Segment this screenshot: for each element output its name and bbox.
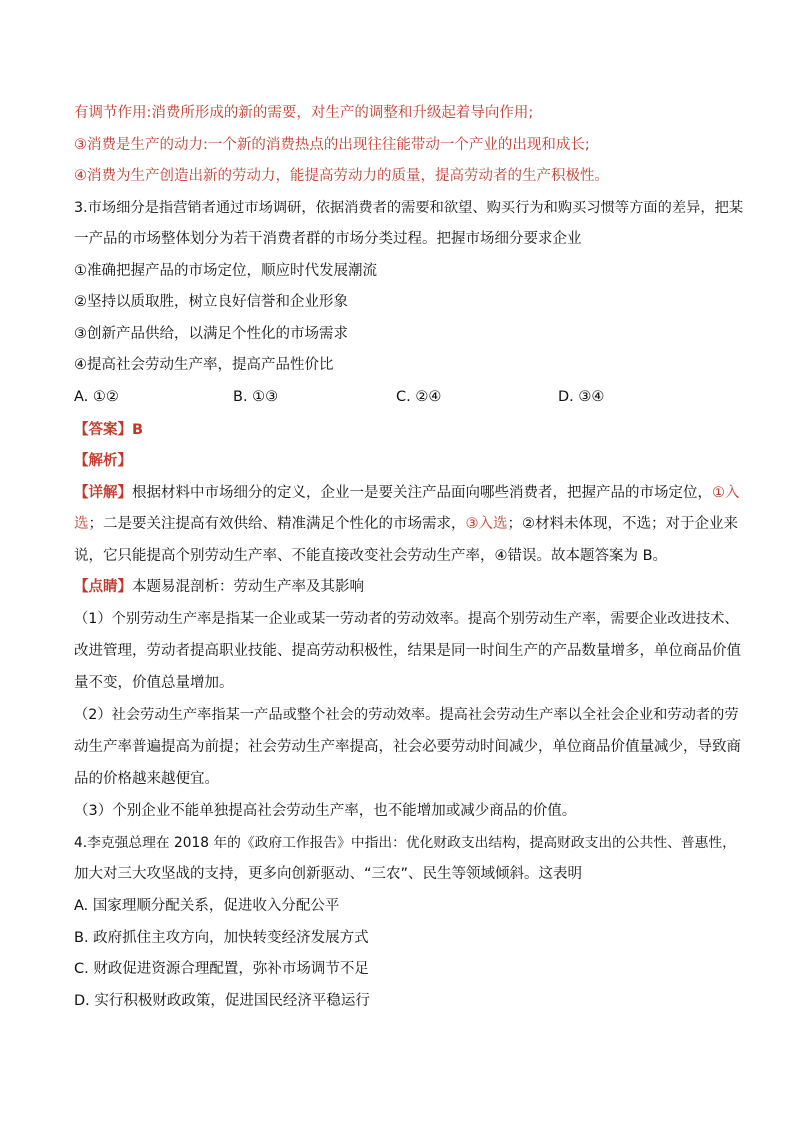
q3-detail-line-3: 说，它只能提高个别劳动生产率、不能直接改变社会劳动生产率，④错误。故本题答案为 B。 — [74, 548, 668, 564]
analysis-tag: 【解析】 — [74, 453, 132, 469]
detail-text-2-red2: ③入选 — [465, 516, 508, 532]
q3-item-2: ②坚持以质取胜，树立良好信誉和企业形象 — [74, 294, 348, 310]
q3-option-a: A. ①② — [74, 389, 119, 405]
answer-value: B — [132, 422, 144, 438]
q3-stem-line-1: 3.市场细分是指营销者通过市场调研，依据消费者的需要和欲望、购买行为和购买习惯等方面的差异，把某 — [74, 200, 744, 216]
q3-tip — [74, 577, 364, 597]
q3-option-d: D. ③④ — [558, 389, 605, 405]
tip-p3: （3）个别企业不能单独提高社会劳动生产率，也不能增加或减少商品的价值。 — [74, 803, 577, 819]
q3-item-1: ①准确把握产品的市场定位，顺应时代发展潮流 — [74, 263, 377, 279]
carryover-line-1: 有调节作用:消费所形成的新的需要，对生产的调整和升级起着导向作用; — [74, 105, 534, 121]
tip-p2-line-2: 动生产率普遍提高为前提；社会劳动生产率提高，社会必要劳动时间减少，单位商品价值量减少，导致商 — [74, 739, 741, 755]
q3-item-3: ③创新产品供给，以满足个性化的市场需求 — [74, 326, 348, 342]
answer-tag: 【答案】 — [74, 422, 132, 438]
detail-text-1-red: ①入 — [712, 485, 740, 501]
carryover-line-2: ③消费是生产的动力:一个新的消费热点的出现往往能带动一个产业的出现和成长; — [74, 137, 590, 153]
q4-option-d: D. 实行积极财政政策，促进国民经济平稳运行 — [74, 993, 370, 1009]
tip-p2-line-3: 品的价格越来越便宜。 — [74, 771, 219, 787]
q4-option-b: B. 政府抓住主攻方向，加快转变经济发展方式 — [74, 930, 369, 946]
detail-text-2-end: ；②材料未体现，不选；对于企业来 — [507, 516, 738, 532]
tip-tag: 【点睛】 — [74, 579, 132, 595]
detail-text-1: 根据材料中市场细分的定义，企业一是要关注产品面向哪些消费者，把握产品的市场定位， — [132, 485, 712, 501]
tip-title: 本题易混剖析：劳动生产率及其影响 — [132, 579, 364, 595]
q3-item-4: ④提高社会劳动生产率，提高产品性价比 — [74, 357, 334, 373]
q3-detail-line-2 — [74, 514, 738, 534]
detail-tag: 【详解】 — [74, 485, 132, 501]
q3-answer — [74, 420, 143, 440]
q3-option-c: C. ②④ — [396, 389, 442, 405]
q3-option-b: B. ①③ — [233, 389, 279, 405]
tip-p1-line-2: 改进管理，劳动者提高职业技能、提高劳动积极性，结果是同一时间生产的产品数量增多，单位商品价值 — [74, 643, 741, 659]
q3-detail-line-1 — [74, 483, 740, 503]
q3-analysis — [74, 451, 132, 471]
q4-stem-line-2: 加大对三大攻坚战的支持，更多向创新驱动、“三农”、民生等领域倾斜。这表明 — [74, 866, 583, 882]
detail-text-2-red: 选 — [74, 516, 89, 532]
detail-text-2: ；二是要关注提高有效供给、精准满足个性化的市场需求， — [88, 516, 466, 532]
q4-option-a: A. 国家理顺分配关系，促进收入分配公平 — [74, 898, 340, 914]
carryover-line-3: ④消费为生产创造出新的劳动力，能提高劳动力的质量，提高劳动者的生产积极性。 — [74, 168, 609, 184]
tip-p2-line-1: （2）社会劳动生产率指某一产品或整个社会的劳动效率。提高社会劳动生产率以全社会企业和劳动者的劳 — [74, 707, 739, 723]
q4-option-c: C. 财政促进资源合理配置，弥补市场调节不足 — [74, 961, 369, 977]
tip-p1-line-1: （1）个别劳动生产率是指某一企业或某一劳动者的劳动效率。提高个别劳动生产率，需要企业改进技术、 — [74, 611, 739, 627]
q3-stem-line-2: 一产品的市场整体划分为若干消费者群的市场分类过程。把握市场细分要求企业 — [74, 231, 582, 247]
tip-p1-line-3: 量不变，价值总量增加。 — [74, 675, 234, 691]
q4-stem-line-1: 4.李克强总理在 2018 年的《政府工作报告》中指出：优化财政支出结构，提高财政支出的公共性、普惠性， — [74, 835, 736, 851]
